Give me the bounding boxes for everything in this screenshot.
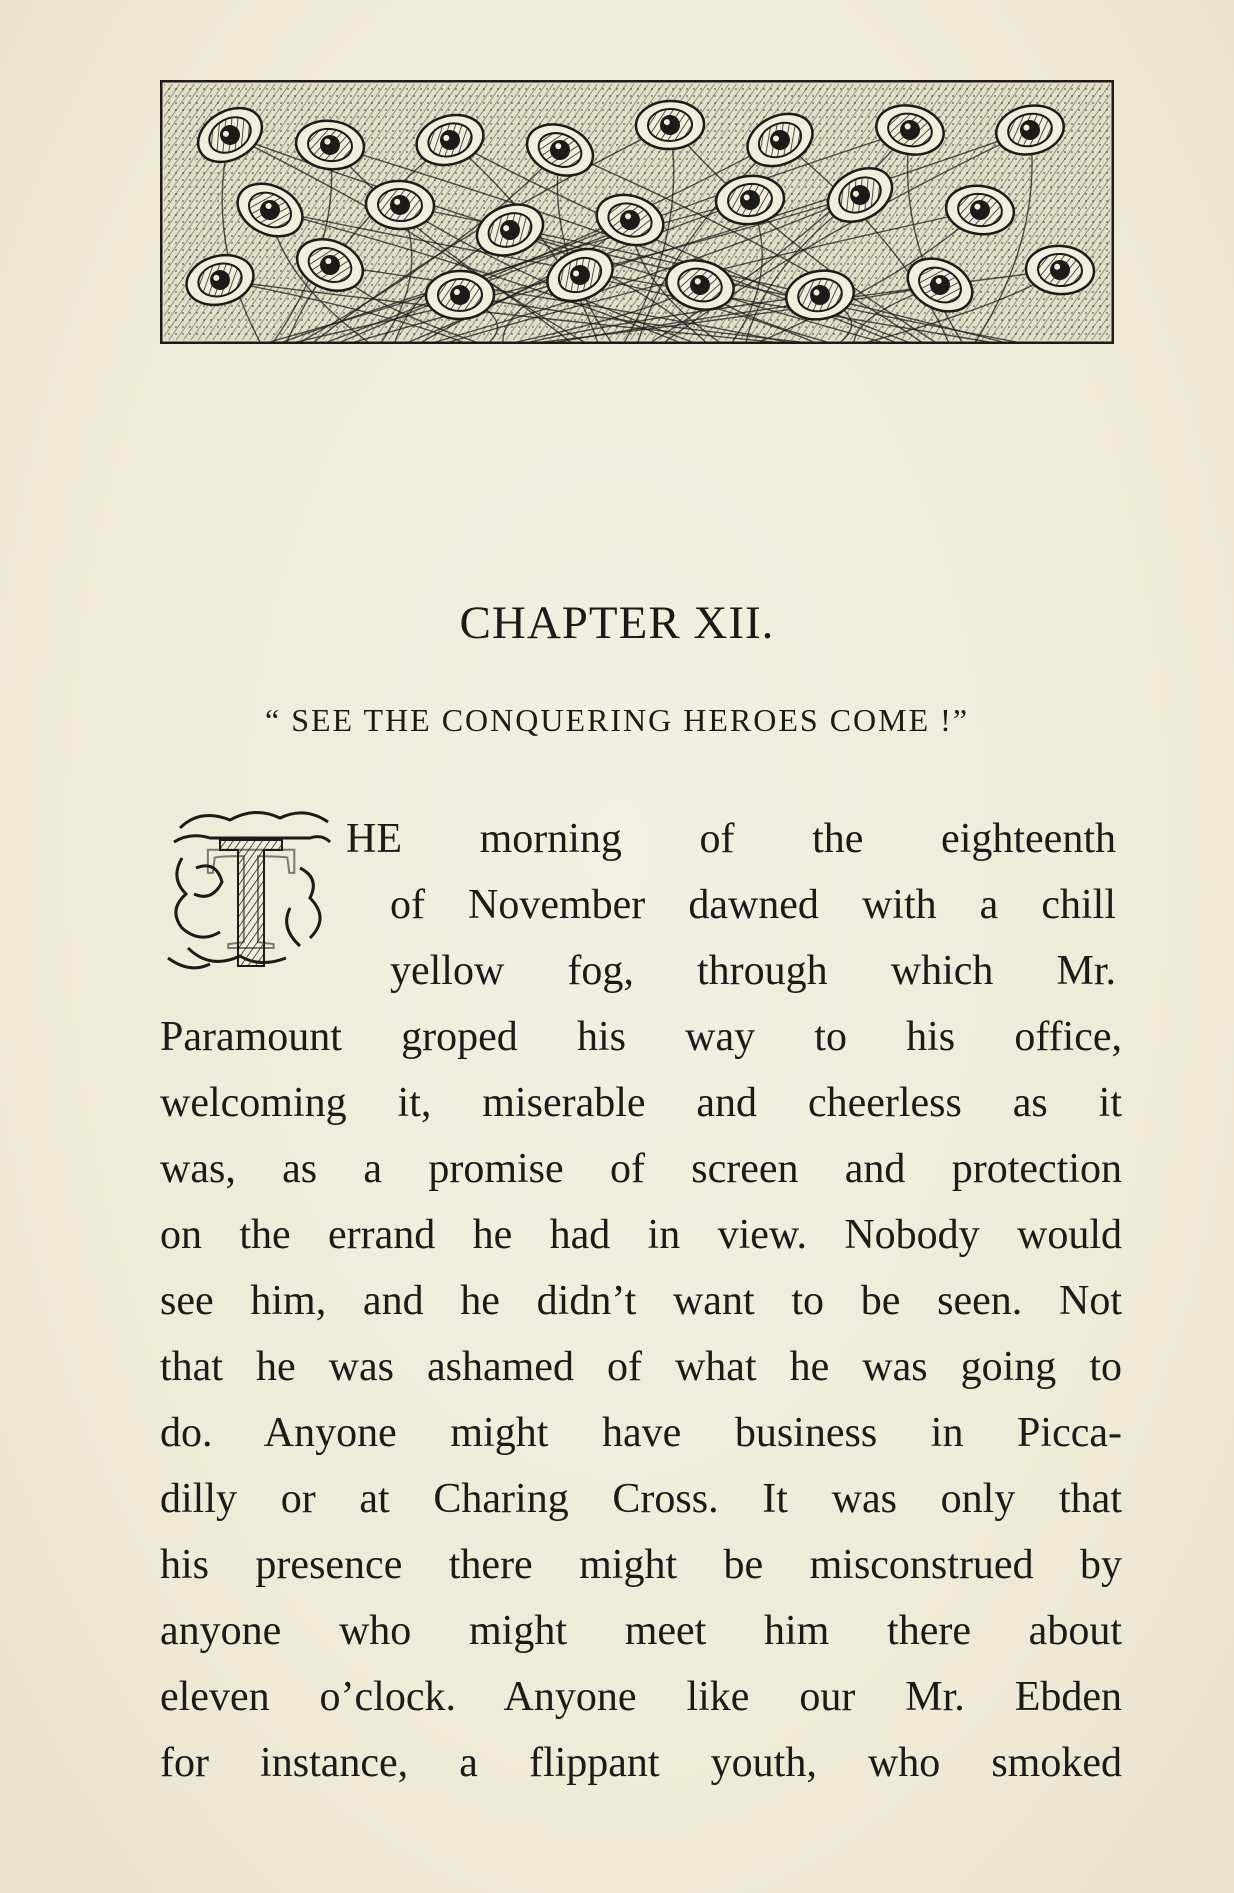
feather-eye: [635, 100, 705, 150]
text-line-15: for instance, a flippant youth, who smoked: [160, 1740, 1122, 1786]
text-line-4: Paramount groped his way to his office,: [160, 1014, 1122, 1060]
text-line-12: his presence there might be misconstrued by: [160, 1542, 1122, 1588]
text-line-5: welcoming it, miserable and cheerless as it: [160, 1080, 1122, 1126]
text-line-11: dilly or at Charing Cross. It was only that: [160, 1476, 1122, 1522]
chapter-epigraph: “ SEE THE CONQUERING HEROES COME !”: [264, 702, 970, 738]
chapter-title: CHAPTER XII.: [459, 597, 775, 649]
text-line-13: anyone who might meet him there about: [160, 1608, 1122, 1654]
text-line-7: on the errand he had in view. Nobody would: [160, 1212, 1122, 1258]
text-line-1: HE morning of the eighteenth: [346, 816, 1116, 862]
text-line-6: was, as a promise of screen and protection: [160, 1146, 1122, 1192]
floral-initial-icon: [160, 798, 338, 976]
text-line-8: see him, and he didn’t want to be seen. Not: [160, 1278, 1122, 1324]
dropcap-letter: T: [205, 815, 297, 976]
text-line-2: of November dawned with a chill: [390, 882, 1116, 928]
text-line-10: do. Anyone might have business in Picca-: [160, 1410, 1122, 1456]
text-line-9: that he was ashamed of what he was going to: [160, 1344, 1122, 1390]
feather-eye: [426, 270, 495, 319]
text-line-14: eleven o’clock. Anyone like our Mr. Ebden: [160, 1674, 1122, 1720]
peacock-feather-headpiece-icon: [160, 80, 1114, 344]
text-line-3: yellow fog, through which Mr.: [390, 948, 1116, 994]
